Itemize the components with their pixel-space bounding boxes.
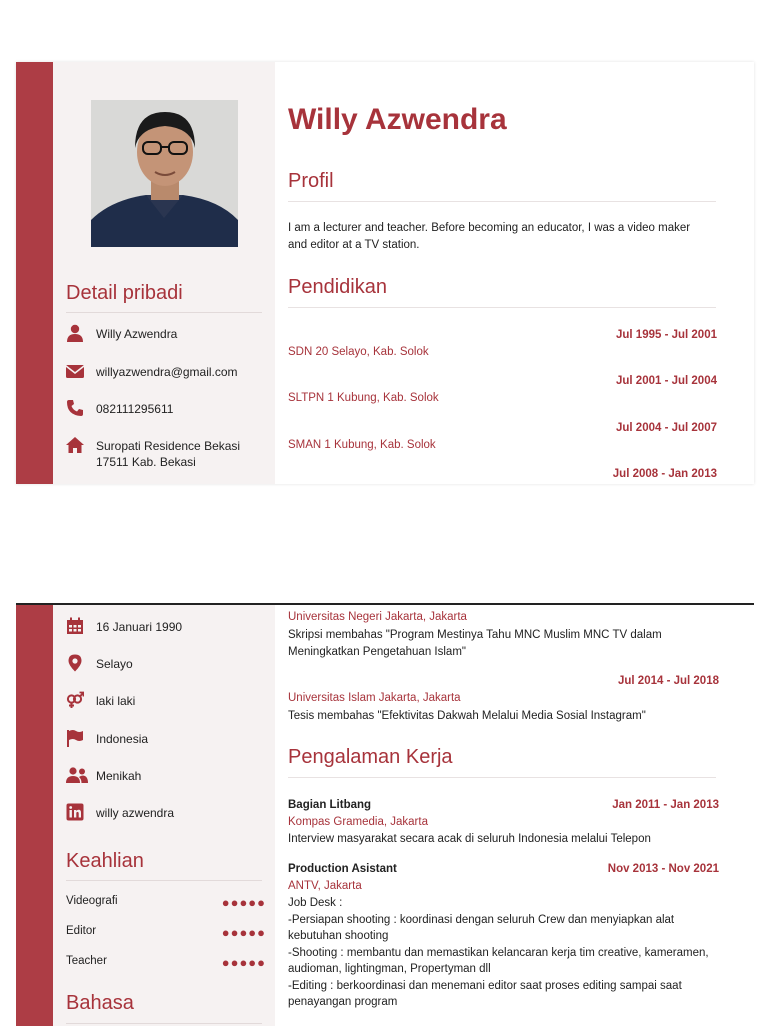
personal-details-heading: Detail pribadi: [66, 282, 183, 304]
accent-stripe: [16, 605, 53, 1026]
experience-heading: Pengalaman Kerja: [288, 746, 453, 768]
education-dates: Jul 2008 - Jan 2013: [612, 468, 717, 480]
people-icon: [66, 766, 88, 784]
divider: [66, 312, 262, 313]
job-title: Bagian Litbang: [288, 799, 372, 811]
education-dates: Jul 2004 - Jul 2007: [615, 422, 717, 434]
job-description: Job Desk : -Persiapan shooting : koordinasi dengan seluruh Crew dan menyiapkan alat kebutuhan shooting -Shooting : membantu dan memastikan kelancaran kerja tim creative, kameramen, audioman, lightingman, Propertyman dll -Editing : berkoordinasi dan menemani editor saat proses editing sampai saat penayangan program: [288, 897, 709, 1008]
education-dates: Jul 2001 - Jul 2004: [615, 375, 717, 387]
education-dates: Jul 2014 - Jul 2018: [617, 675, 719, 687]
skill-rating: ●●●●●: [221, 895, 266, 910]
divider: [66, 880, 262, 881]
job-company: ANTV, Jakarta: [288, 880, 362, 892]
skill-rating: ●●●●●: [221, 955, 266, 970]
calendar-icon: [66, 617, 84, 635]
resume-page-2: [16, 603, 754, 1026]
job-description: Interview masyarakat secara acak di seluruh Indonesia melalui Telepon: [288, 833, 651, 845]
linkedin-icon: [66, 803, 84, 821]
job-company: Kompas Gramedia, Jakarta: [288, 816, 428, 828]
divider: [288, 307, 716, 308]
skill-rating: ●●●●●: [221, 925, 266, 940]
education-school: Universitas Islam Jakarta, Jakarta: [288, 692, 461, 704]
job-dates: Nov 2013 - Nov 2021: [607, 863, 719, 875]
main-content: [275, 605, 754, 1026]
education-description: Tesis membahas "Efektivitas Dakwah Melalui Media Sosial Instagram": [288, 710, 646, 722]
location-pin-icon: [66, 654, 84, 672]
education-school: SDN 20 Selayo, Kab. Solok: [288, 346, 429, 358]
education-school: SMAN 1 Kubung, Kab. Solok: [288, 439, 436, 451]
job-title: Production Asistant: [288, 863, 397, 875]
profile-photo: [91, 100, 238, 247]
sidebar: Detail pribadi Willy Azwendra willyazwendra@gmail.com 082111295611 Suropati Residence Bekasi 17511 Kab. Bekasi: [53, 62, 275, 484]
profile-text: I am a lecturer and teacher. Before becoming an educator, I was a video maker and editor at a TV station.: [288, 222, 691, 251]
envelope-icon: [66, 362, 84, 380]
skill-item: Videografi ●●●●●: [66, 895, 266, 910]
resume-page-1: [16, 62, 754, 484]
home-icon: [66, 436, 84, 454]
phone-icon: [66, 399, 84, 417]
skills-heading: Keahlian: [66, 850, 144, 872]
education-description: Skripsi membahas "Program Mestinya Tahu MNC Muslim MNC TV dalam Meningkatkan Pengetahuan Islam": [288, 629, 662, 658]
education-school: Universitas Negeri Jakarta, Jakarta: [288, 611, 467, 623]
education-school: SLTPN 1 Kubung, Kab. Solok: [288, 392, 439, 404]
profile-heading: Profil: [288, 170, 334, 192]
flag-icon: [66, 729, 84, 747]
main-content: [275, 62, 754, 484]
full-name-title: Willy Azwendra: [288, 103, 507, 136]
divider: [288, 777, 716, 778]
user-icon: [66, 324, 84, 342]
languages-heading: Bahasa: [66, 992, 134, 1014]
sidebar: 16 Januari 1990 Selayo laki laki Indonesia Menikah willy azwendra Keahlian Videografi ●●●●● Editor ●●●●● Teacher ●●●●● Bahasa: [53, 605, 275, 1026]
divider: [288, 201, 716, 202]
education-heading: Pendidikan: [288, 276, 387, 298]
education-dates: Jul 1995 - Jul 2001: [615, 329, 717, 341]
job-dates: Jan 2011 - Jan 2013: [612, 799, 719, 811]
gender-icon: [66, 691, 84, 709]
skill-item: Teacher ●●●●●: [66, 955, 266, 970]
accent-stripe: [16, 62, 53, 484]
skill-item: Editor ●●●●●: [66, 925, 266, 940]
